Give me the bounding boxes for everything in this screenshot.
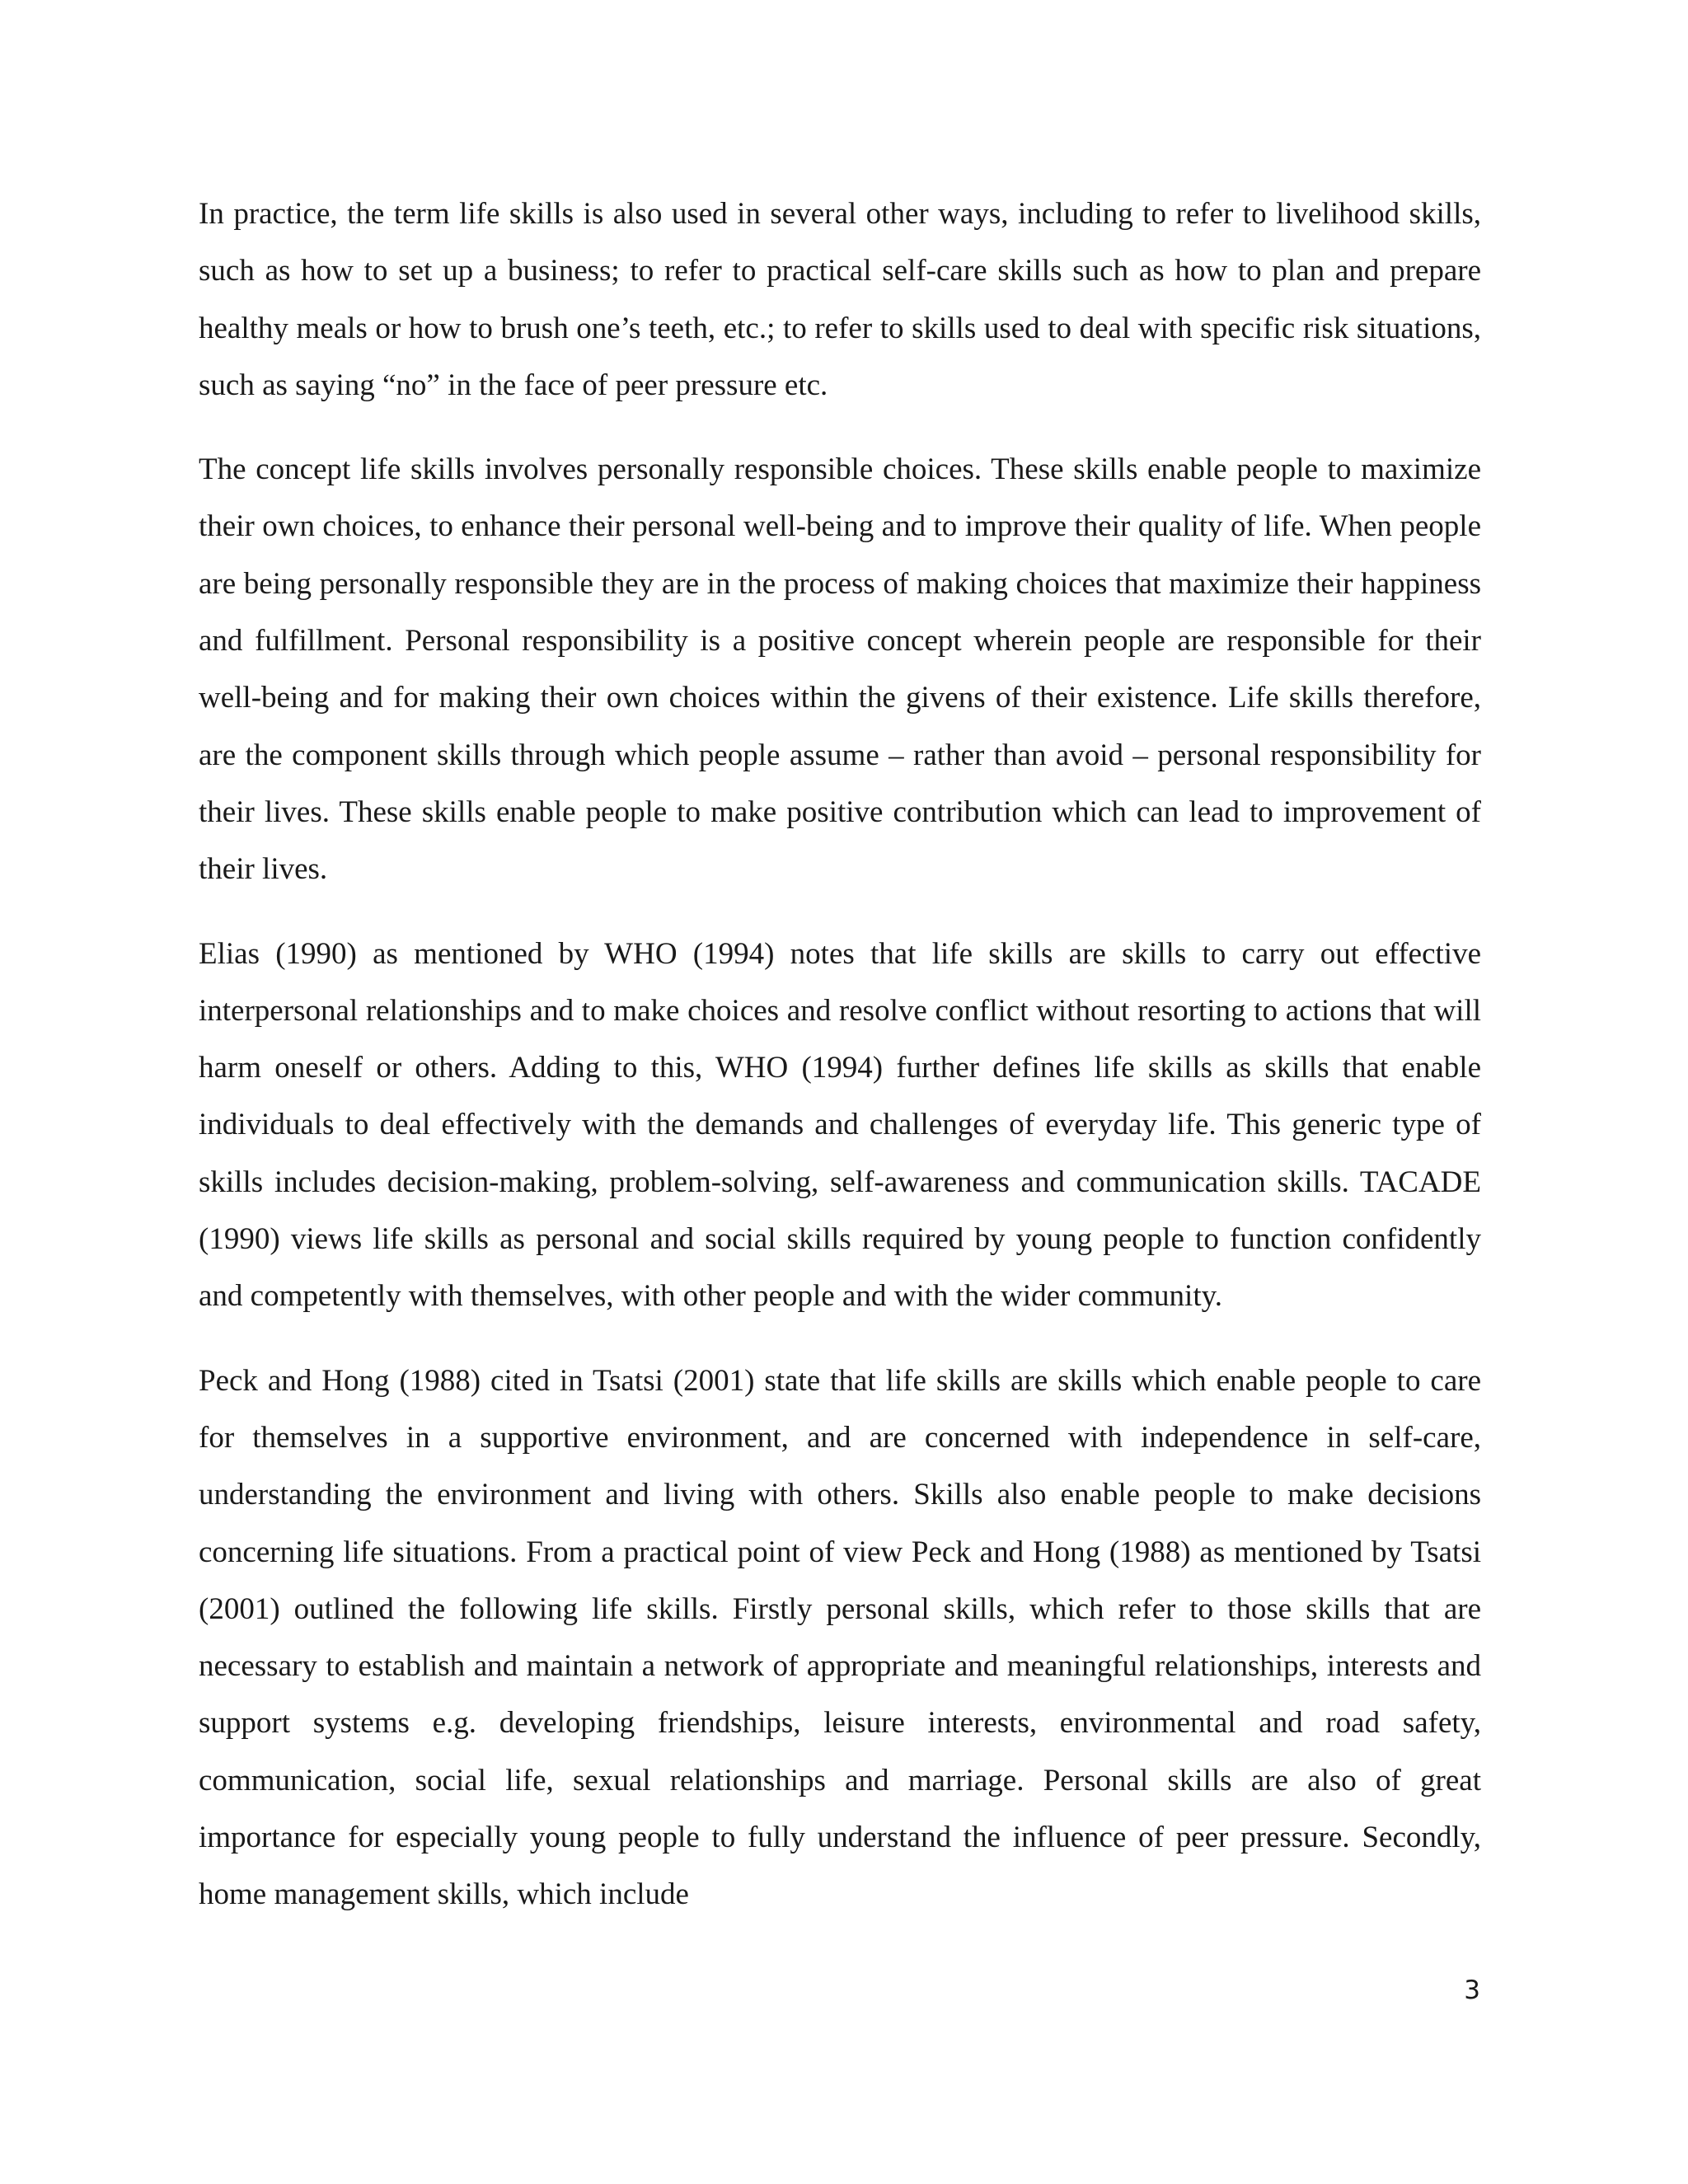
paragraph-life-skills-usage: In practice, the term life skills is also used in several other ways, including to refer to livelihood skills, such as how to set up a business; to refer to practical self-care skills such as how to plan and prepare healthy meals or how to brush one’s teeth, etc.; to refer to skills used to deal with specific risk situations, such as saying “no” in the face of peer pressure etc. [199, 197, 1481, 402]
page-number: 3 [1464, 1975, 1480, 2005]
body-text [199, 185, 1481, 1951]
paragraph-who-definition: Elias (1990) as mentioned by WHO (1994) notes that life skills are skills to carry out effective interpersonal relationships and to make choices and resolve conflict without resorting to actions that will harm oneself or others. Adding to this, WHO (1994) further defines life skills as skills that enable individuals to deal effectively with the demands and challenges of everyday life. This generic type of skills includes decision-making, problem-solving, self-awareness and communication skills. TACADE (1990) views life skills as personal and social skills required by young people to function confidently and competently with themselves, with other people and with the wider community. [199, 936, 1481, 1314]
paragraph-peck-and-hong: Peck and Hong (1988) cited in Tsatsi (2001) state that life skills are skills which enable people to care for themselves in a supportive environment, and are concerned with independence in self-care, understanding the environment and living with others. Skills also enable people to make decisions concerning life situations. From a practical point of view Peck and Hong (1988) as mentioned by Tsatsi (2001) outlined the following life skills. Firstly personal skills, which refer to those skills that are necessary to establish and maintain a network of appropriate and meaningful relationships, interests and support systems e.g. developing friendships, leisure interests, environmental and road safety, communication, social life, sexual relationships and marriage. Personal skills are also of great importance for especially young people to fully understand the influence of peer pressure. Secondly, home management skills, which include [199, 1363, 1481, 1912]
paragraph-personal-responsibility: The concept life skills involves personally responsible choices. These skills enable people to maximize their own choices, to enhance their personal well-being and to improve their quality of life. When people are being personally responsible they are in the process of making choices that maximize their happiness and fulfillment. Personal responsibility is a positive concept wherein people are responsible for their well-being and for making their own choices within the givens of their existence. Life skills therefore, are the component skills through which people assume – rather than avoid – personal responsibility for their lives. These skills enable people to make positive contribution which can lead to improvement of their lives. [199, 452, 1481, 887]
